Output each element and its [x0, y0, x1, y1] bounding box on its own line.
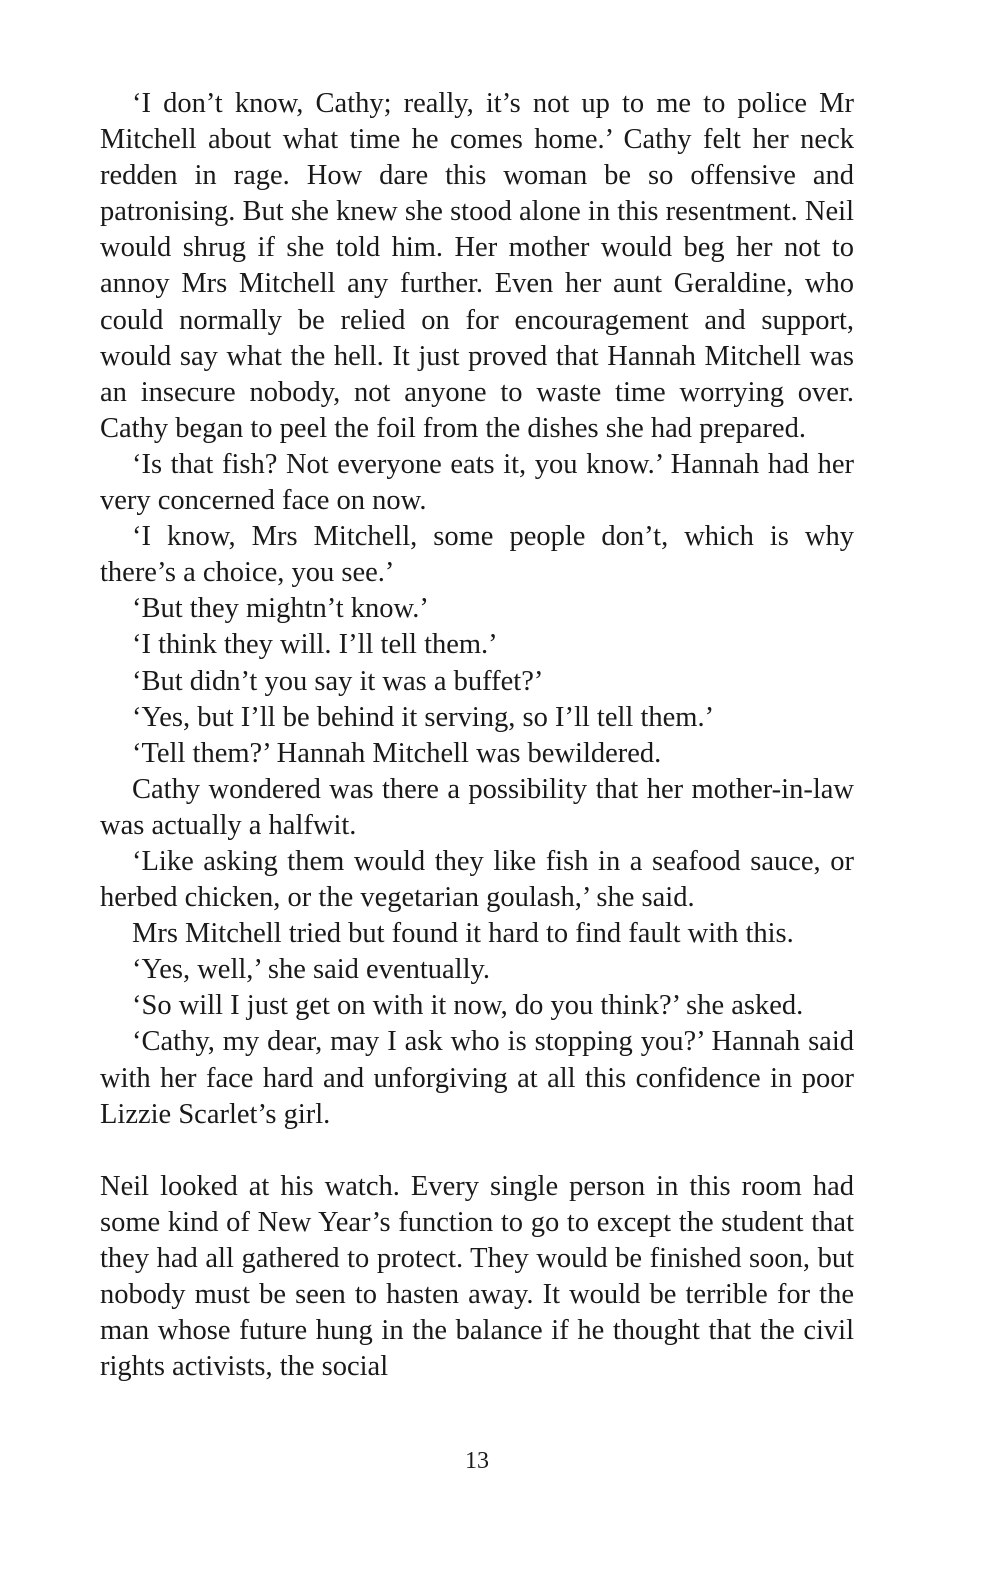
paragraph: ‘Yes, well,’ she said eventually.	[132, 954, 491, 986]
page-body	[100, 86, 854, 1385]
paragraph: Cathy wondered was there a possibility that her mother-in-law was actually a halfwit.	[100, 773, 854, 841]
paragraph: Mrs Mitchell tried but found it hard to find fault with this.	[132, 918, 794, 950]
paragraph: ‘So will I just get on with it now, do you think?’ she asked.	[132, 990, 804, 1022]
paragraph: ‘Yes, but I’ll be behind it serving, so I’ll tell them.’	[132, 701, 715, 733]
paragraph: ‘Like asking them would they like fish in a seafood sauce, or herbed chicken, or the vegetarian goulash,’ she said.	[100, 845, 854, 914]
paragraph: ‘But didn’t you say it was a buffet?’	[132, 665, 544, 697]
paragraph: ‘Is that fish? Not everyone eats it, you know.’ Hannah had her very concerned face on now.	[100, 448, 854, 517]
paragraph: ‘Cathy, my dear, may I ask who is stopping you?’ Hannah said with her face hard and unforgiving at all this confidence in poor Lizzie Scarlet’s girl.	[100, 1026, 854, 1130]
paragraph: ‘I know, Mrs Mitchell, some people don’t, which is why there’s a choice, you see.’	[100, 521, 854, 589]
paragraph: ‘But they mightn’t know.’	[132, 593, 429, 625]
paragraph: ‘Tell them?’ Hannah Mitchell was bewildered.	[132, 737, 662, 769]
paragraph: ‘I don’t know, Cathy; really, it’s not up to me to police Mr Mitchell about what time he comes home.’ Cathy felt her neck redden in rage. How dare this woman be so offensive and patronising. But she knew she stood alone in this resentment. Neil would shrug if she told him. Her mother would beg her not to annoy Mrs Mitchell any further. Even her aunt Geraldine, who could normally be relied on for encouragement and support, would say what the hell. It just proved that Hannah Mitchell was an insecure nobody, not anyone to waste time worrying over. Cathy began to peel the foil from the dishes she had prepared.	[100, 88, 854, 444]
paragraph: ‘I think they will. I’ll tell them.’	[132, 629, 498, 661]
section-break	[100, 1133, 854, 1169]
paragraph-section-start: Neil looked at his watch. Every single person in this room had some kind of New Year’s function to go to except the student that they had all gathered to protect. They would be finished soon, but nobody must be seen to hasten away. It would be terrible for the man whose future hung in the balance if he thought that the civil rights activists, the social	[100, 1170, 854, 1383]
page-number: 13	[465, 1448, 489, 1474]
